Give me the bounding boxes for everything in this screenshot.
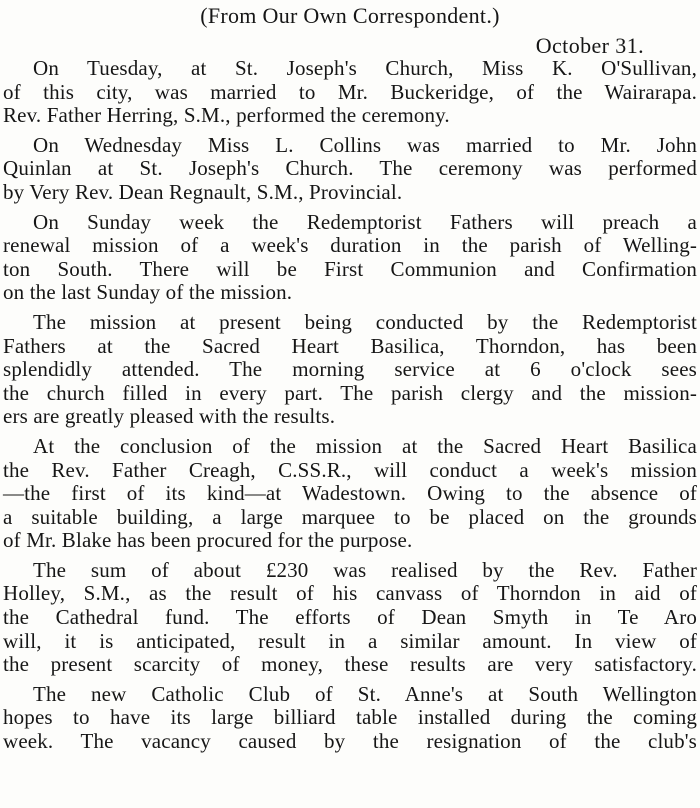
text-line: splendidly attended. The morning service at 6 o'clock sees: [3, 357, 697, 382]
text-line: —the first of its kind—at Wadestown. Owing to the absence of: [3, 481, 697, 506]
text-line: of Mr. Blake has been procured for the purpose.: [3, 528, 413, 553]
text-line: the church filled in every part. The parish clergy and the mission-: [3, 380, 697, 405]
dateline: October 31.: [535, 33, 644, 58]
text-line: will, it is anticipated, result in a similar amount. In view of: [3, 628, 697, 653]
text-line: On Wednesday Miss L. Collins was married to Mr. John: [33, 132, 697, 157]
text-line: The new Catholic Club of St. Anne's at South Wellington: [33, 681, 697, 706]
text-line: The sum of about £230 was realised by the Rev. Father: [33, 557, 697, 582]
text-line: a suitable building, a large marquee to be placed on the grounds: [3, 504, 697, 529]
text-line: ers are greatly pleased with the results.: [3, 404, 336, 429]
text-line: hopes to have its large billiard table installed during the coming: [3, 705, 697, 730]
paragraph-wadestown-mission: [3, 435, 697, 553]
paragraph-wedding-collins: [3, 134, 697, 205]
text-line: The mission at present being conducted by the Redemptorist: [33, 309, 697, 334]
text-line: ton South. There will be First Communion and Confirmation: [3, 256, 697, 281]
text-line: Quinlan at St. Joseph's Church. The ceremony was performed: [3, 156, 697, 181]
paragraph-renewal-mission: [3, 211, 697, 305]
text-line: the Cathedral fund. The efforts of Dean Smyth in Te Aro: [3, 605, 697, 630]
paragraph-catholic-club: [3, 683, 697, 754]
text-line: renewal mission of a week's duration in the parish of Welling-: [3, 233, 697, 258]
text-line: Rev. Father Herring, S.M., performed the ceremony.: [3, 103, 450, 128]
paragraph-wedding-osullivan: [3, 57, 697, 128]
text-line: the present scarcity of money, these results are very satisfactory.: [3, 652, 697, 677]
correspondent-heading: (From Our Own Correspondent.): [200, 3, 500, 28]
text-line: week. The vacancy caused by the resignation of the club's: [3, 729, 697, 754]
text-line: of this city, was married to Mr. Buckeridge, of the Wairarapa.: [3, 79, 697, 104]
text-line: by Very Rev. Dean Regnault, S.M., Provincial.: [3, 179, 403, 204]
paragraph-basilica-mission: [3, 311, 697, 429]
text-line: On Tuesday, at St. Joseph's Church, Miss K. O'Sullivan,: [33, 56, 697, 80]
text-line: On Sunday week the Redemptorist Fathers will preach a: [33, 209, 697, 234]
text-line: on the last Sunday of the mission.: [3, 280, 293, 305]
paragraph-cathedral-fund: [3, 559, 697, 677]
text-line: the Rev. Father Creagh, C.SS.R., will conduct a week's mission: [3, 457, 697, 482]
text-line: Fathers at the Sacred Heart Basilica, Thorndon, has been: [3, 333, 697, 358]
text-line: Holley, S.M., as the result of his canvass of Thorndon in aid of: [3, 581, 697, 606]
article-body: [3, 57, 697, 760]
text-line: At the conclusion of the mission at the Sacred Heart Basilica: [33, 433, 697, 458]
